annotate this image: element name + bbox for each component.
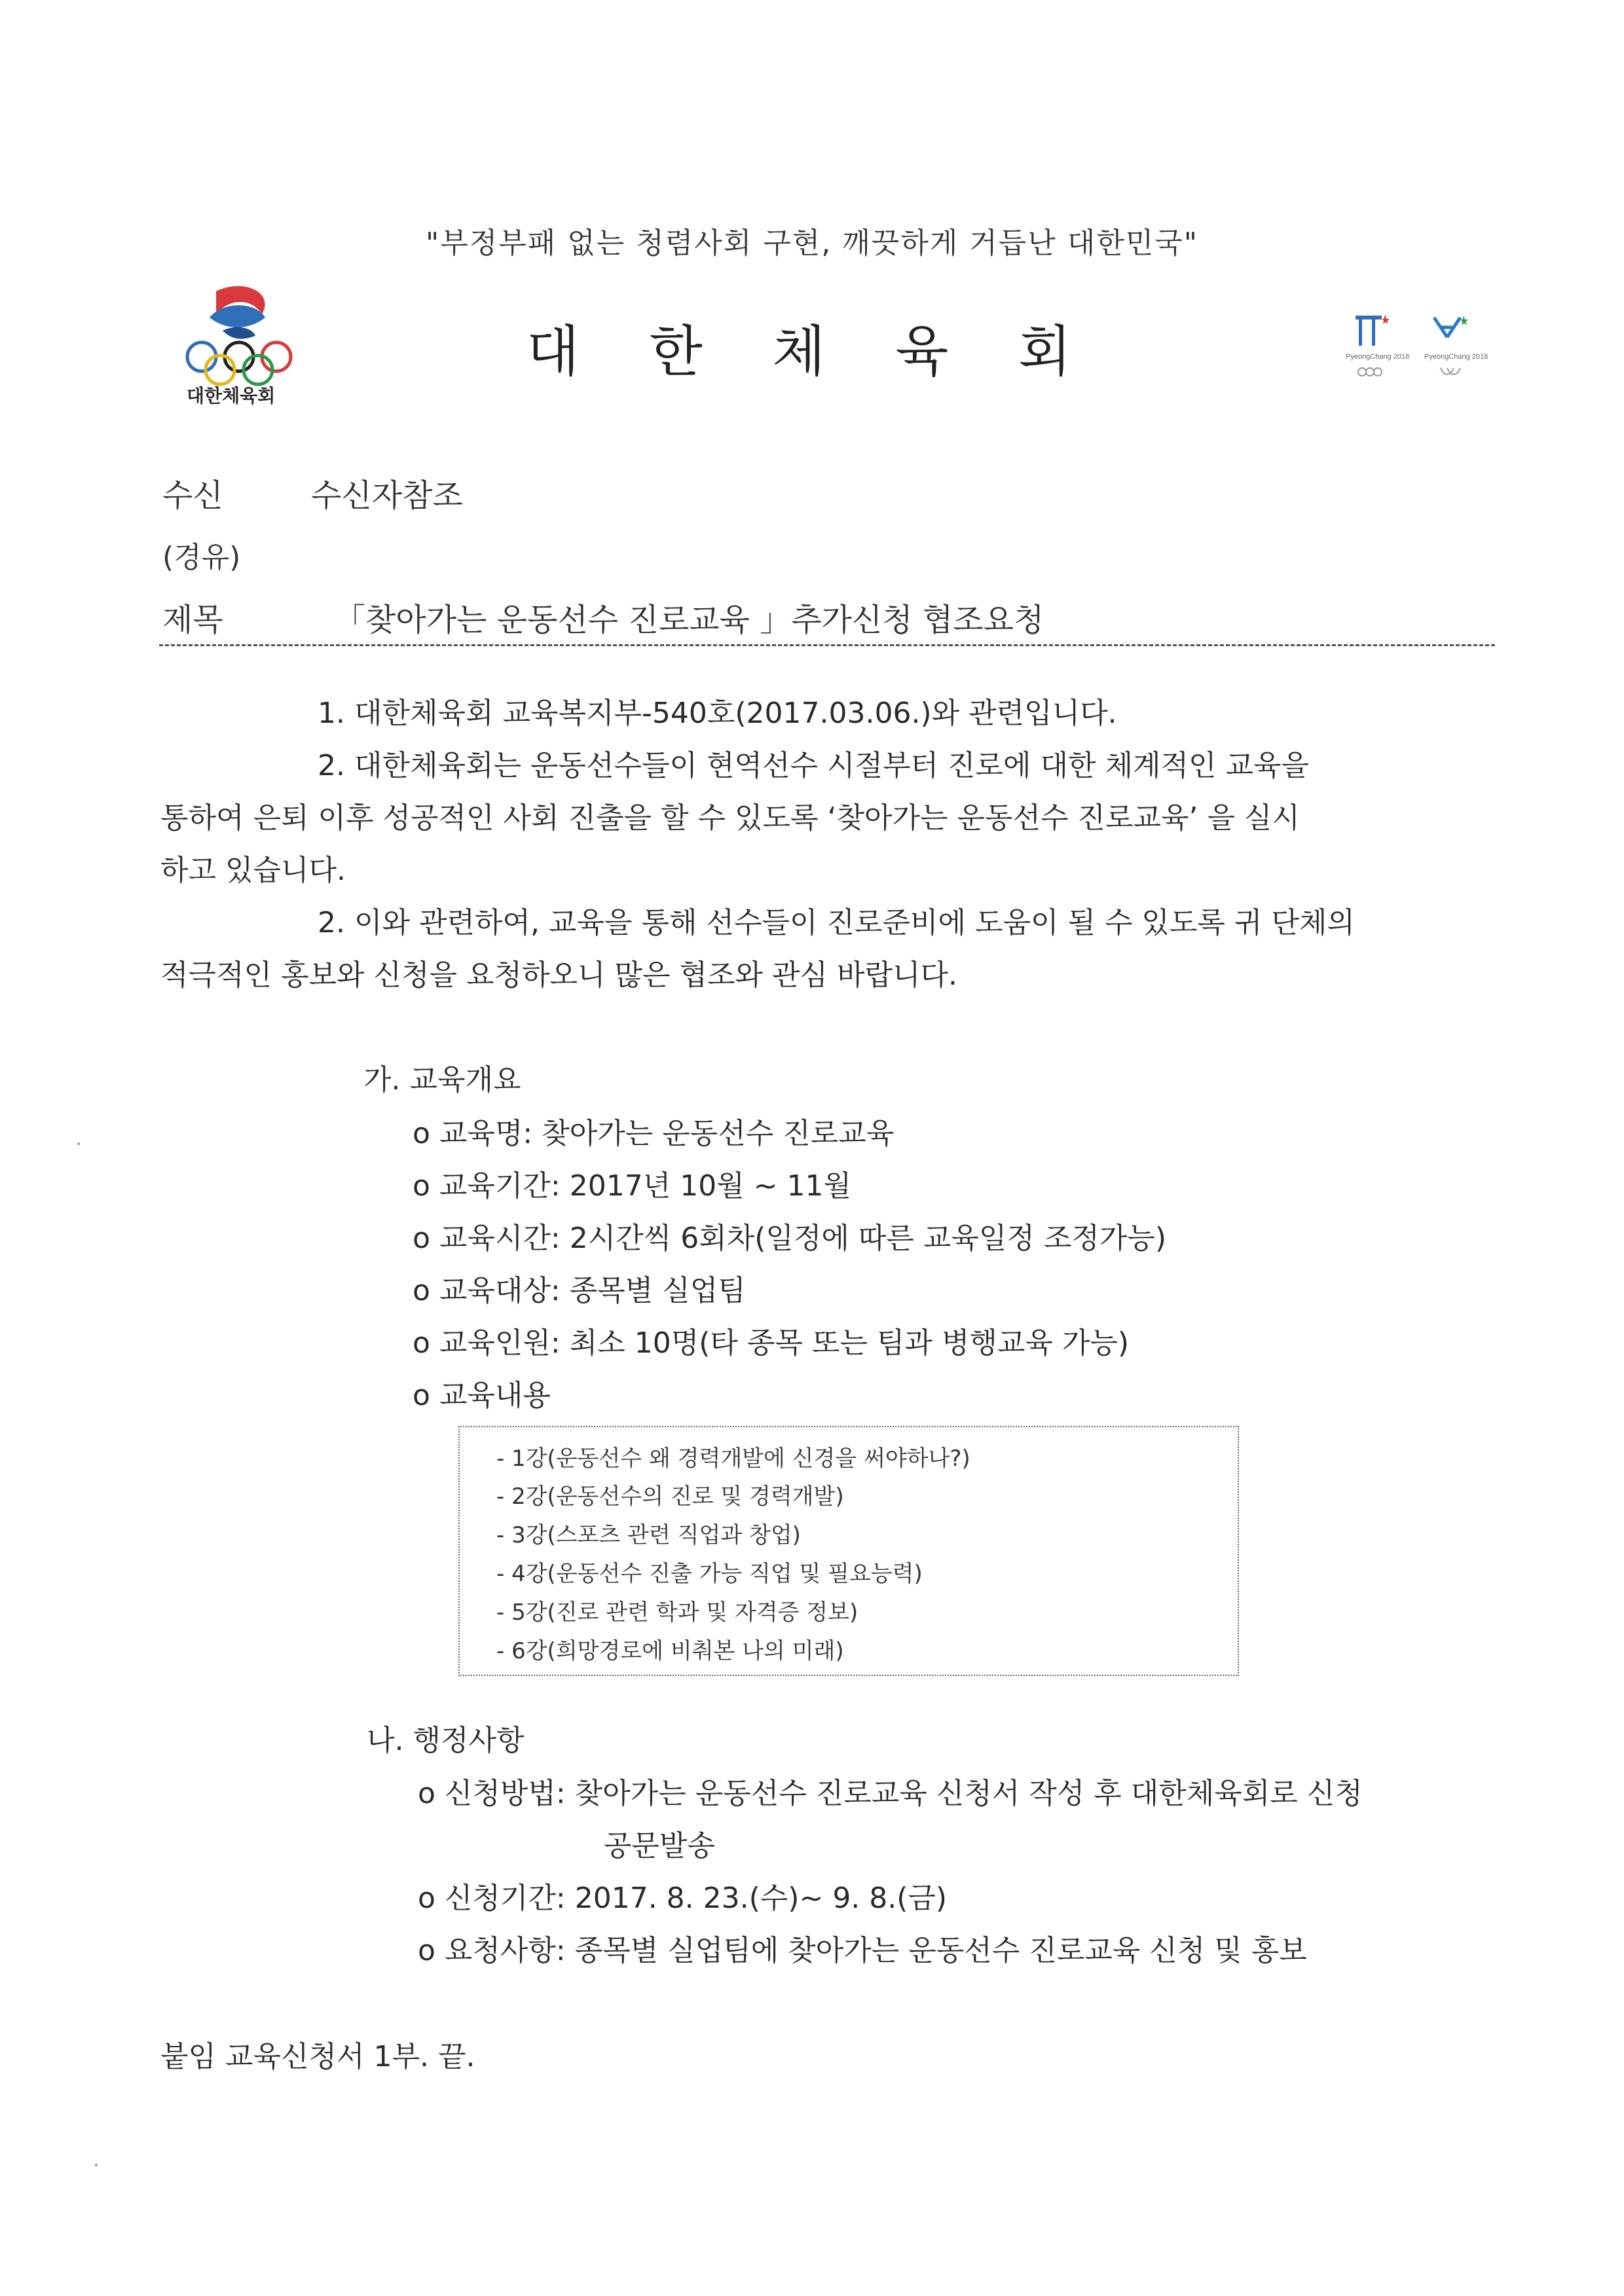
paragraph-2-line-3: 하고 있습니다. [160,854,346,887]
section-b-title: 나. 행정사항 [367,1724,525,1757]
slogan: "부정부패 없는 청렴사회 구현, 깨끗하게 거듭난 대한민국" [426,227,1198,260]
curriculum-item: - 3강(스포츠 관련 직업과 창업) [496,1522,801,1548]
header-divider [159,644,1495,646]
organization-title: 대 한 체 육 회 [526,319,1098,384]
right-logo-caption-2: PyeongChang 2018 [1424,353,1488,361]
ksoc-logo-label: 대한체육회 [187,385,276,407]
section-b-item-3: o 요청사항: 종목별 실업팀에 찾아가는 운동선수 진로교육 신청 및 홍보 [418,1934,1307,1967]
section-a-item: o 교육시간: 2시간씩 6회차(일정에 따른 교육일정 조정가능) [413,1222,1167,1255]
section-a-item: o 교육명: 찾아가는 운동선수 진로교육 [413,1117,895,1150]
scan-speck [95,2164,98,2166]
curriculum-item: - 5강(진로 관련 학과 및 자격증 정보) [496,1599,858,1626]
section-a-item: o 교육대상: 종목별 실업팀 [413,1274,746,1307]
recipient-value: 수신자참조 [311,477,463,514]
section-b-item-1-line-2: 공문발송 [604,1829,716,1863]
section-a-item: o 교육기간: 2017년 10월 ~ 11월 [413,1169,852,1203]
section-a-title: 가. 교육개요 [363,1063,521,1097]
section-b-item-2: o 신청기간: 2017. 8. 23.(수)~ 9. 8.(금) [418,1882,948,1915]
curriculum-item: - 4강(운동선수 진출 가능 직업 및 필요능력) [496,1561,923,1587]
section-a-item: o 교육인원: 최소 10명(타 종목 또는 팀과 병행교육 가능) [413,1326,1130,1360]
subject-value: 「찾아가는 운동선수 진로교육 」추가신청 협조요청 [334,602,1044,638]
curriculum-item: - 1강(운동선수 왜 경력개발에 신경을 써야하나?) [496,1446,970,1472]
curriculum-item: - 6강(희망경로에 비춰본 나의 미래) [496,1638,844,1664]
section-a-item: o 교육내용 [413,1379,551,1412]
pyeongchang-logos [1342,301,1500,386]
paragraph-2-line-1: 2. 대한체육회는 운동선수들이 현역선수 시절부터 진로에 대한 체계적인 교육을 [318,749,1309,782]
recipient-label: 수신 [162,477,223,514]
paragraph-1: 1. 대한체육회 교육복지부-540호(2017.03.06.)와 관련입니다. [318,697,1117,730]
curriculum-item: - 2강(운동선수의 진로 및 경력개발) [496,1484,844,1510]
attachment-note: 붙임 교육신청서 1부. 끝. [160,2040,475,2073]
paragraph-3-line-2: 적극적인 홍보와 신청을 요청하오니 많은 협조와 관심 바랍니다. [160,958,957,992]
paragraph-3-line-1: 2. 이와 관련하여, 교육을 통해 선수들이 진로준비에 도움이 될 수 있도록 귀 단체의 [318,906,1355,939]
paragraph-2-line-2: 통하여 은퇴 이후 성공적인 사회 진출을 할 수 있도록 ‘찾아가는 운동선수 진로교육’ 을 실시 [160,801,1300,835]
subject-label: 제목 [162,602,223,638]
right-logo-caption-1: PyeongChang 2018 [1346,353,1410,361]
section-b-item-1-line-1: o 신청방법: 찾아가는 운동선수 진로교육 신청서 작성 후 대한체육회로 신청 [418,1777,1363,1810]
via-label: (경유) [162,541,241,574]
scan-speck [77,1142,80,1145]
